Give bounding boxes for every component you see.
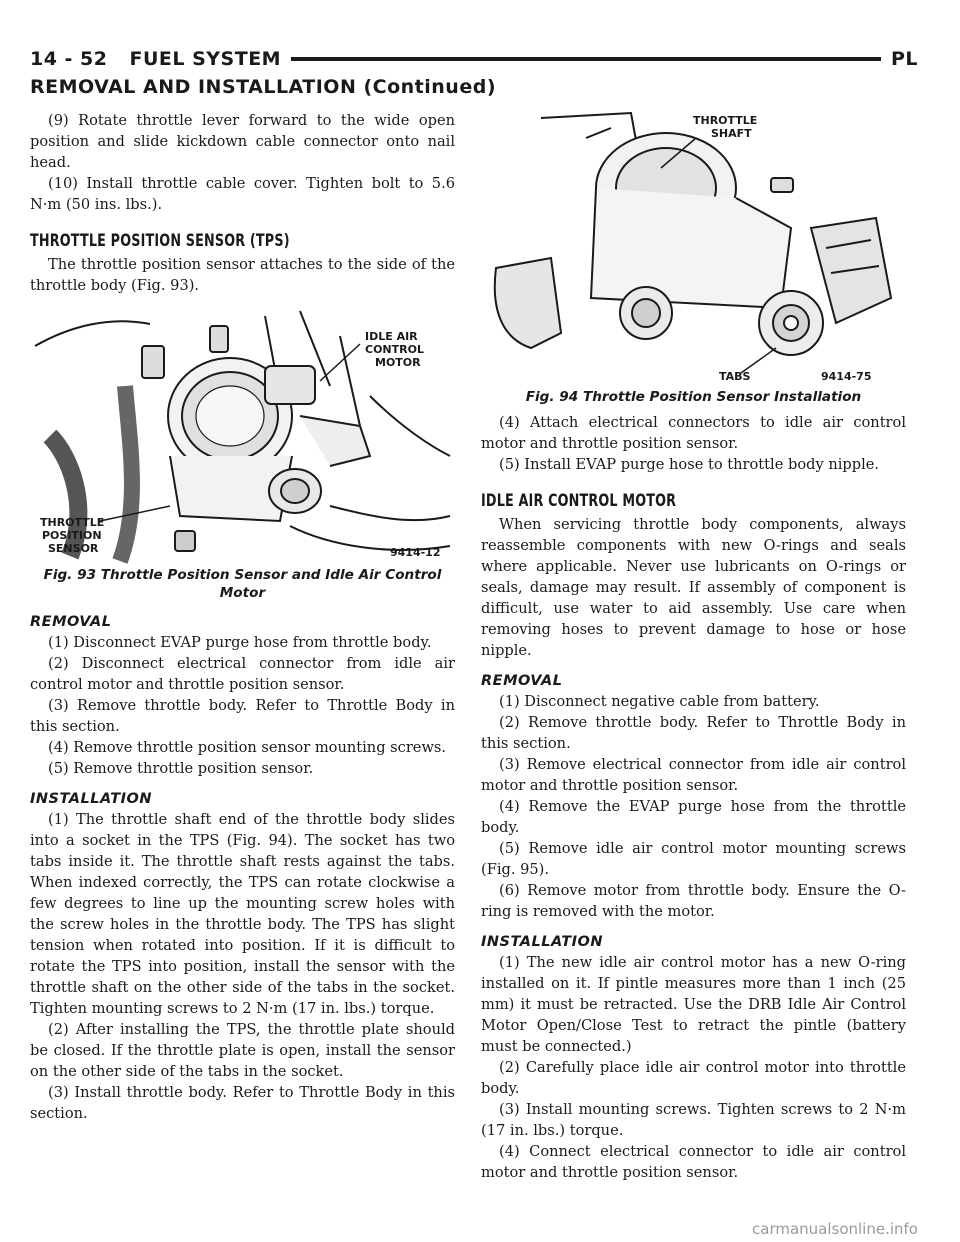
installation-heading: INSTALLATION — [30, 791, 153, 807]
step: (2) Remove throttle body. Refer to Throttle Body in this section. — [481, 714, 906, 752]
watermark-footer: carmanualsonline.info — [752, 1220, 918, 1238]
step: (4) Connect electrical connector to idle air control motor and throttle position sensor. — [481, 1143, 906, 1181]
section-title: FUEL SYSTEM — [129, 48, 282, 70]
step: (1) Disconnect negative cable from battery. — [499, 693, 820, 710]
step: (3) Remove throttle body. Refer to Throttle Body in this section. — [30, 697, 455, 735]
fig94-label-tabs: TABS — [719, 370, 751, 383]
figure-93 — [30, 306, 455, 564]
fig93-label-tps-3: SENSOR — [48, 542, 99, 555]
fig94-label-shaft-2: SHAFT — [711, 127, 752, 140]
installation-heading: INSTALLATION — [481, 934, 604, 950]
step: (2) Disconnect electrical connector from idle air control motor and throttle position sensor. — [30, 655, 455, 693]
fig94-illustration — [481, 108, 906, 386]
fig93-label-iac-3: MOTOR — [375, 356, 421, 369]
step: (3) Remove electrical connector from idle air control motor and throttle position sensor. — [481, 756, 906, 794]
right-column — [481, 108, 906, 1183]
removal-heading: REMOVAL — [30, 614, 112, 630]
fig93-label-iac-1: IDLE AIR — [365, 330, 418, 343]
step: (1) The throttle shaft end of the throttle body slides into a socket in the TPS (Fig. 94). The socket has two tabs inside it. The throttle shaft rests against the tabs. When indexed correctly, the TPS can rotate clockwise a few degrees to line up the mounting screw holes with the screw holes in the throttle body. The TPS has slight tension when rotated into position. If it is difficult to rotate the TPS into position, install the sensor with the throttle shaft on the other side of the tabs in the socket. Tighten mounting screws to 2 N·m (17 in. lbs.) torque. — [30, 811, 455, 1017]
section-heading-iac: IDLE AIR CONTROL MOTOR — [481, 491, 677, 510]
fig93-label-iac-2: CONTROL — [365, 343, 424, 356]
step: (5) Remove throttle position sensor. — [48, 760, 314, 777]
step: (5) Remove idle air control motor mounting screws (Fig. 95). — [481, 840, 906, 878]
page-header — [30, 44, 918, 74]
model-code: PL — [890, 48, 918, 70]
page-number: 14 - 52 — [30, 48, 108, 70]
fig93-caption: Fig. 93 Throttle Position Sensor and Idle Air Control Motor — [43, 567, 442, 601]
step: (2) Carefully place idle air control motor into throttle body. — [481, 1059, 906, 1097]
fig93-figure-code: 9414-12 — [390, 546, 441, 559]
paragraph: (9) Rotate throttle lever forward to the wide open position and slide kickdown cable connector onto nail head. — [30, 112, 455, 171]
step: (1) Disconnect EVAP purge hose from throttle body. — [48, 634, 432, 651]
figure-94 — [481, 108, 906, 386]
step: (6) Remove motor from throttle body. Ensure the O-ring is removed with the motor. — [481, 882, 906, 920]
fig93-label-tps-1: THROTTLE — [40, 516, 105, 529]
paragraph: When servicing throttle body components, always reassemble components with new O-rings and seals where applicable. Never use lubricants on O-rings or seals, damage may result. If assembly of component is difficult, use water to aid assembly. Use care when removing hoses to prevent damage to hose or hose nipple. — [481, 516, 906, 659]
step: (4) Remove the EVAP purge hose from the throttle body. — [481, 798, 906, 836]
fig93-label-tps-2: POSITION — [42, 529, 102, 542]
fig94-figure-code: 9414-75 — [821, 370, 872, 383]
paragraph: The throttle position sensor attaches to the side of the throttle body (Fig. 93). — [30, 256, 455, 294]
step: (3) Install mounting screws. Tighten screws to 2 N·m (17 in. lbs.) torque. — [481, 1101, 906, 1139]
step: (2) After installing the TPS, the throttle plate should be closed. If the throttle plate is open, install the sensor on the other side of the tabs in the socket. — [30, 1021, 455, 1080]
left-column — [30, 110, 455, 1124]
fig93-illustration — [30, 306, 455, 564]
step: (4) Attach electrical connectors to idle air control motor and throttle position sensor. — [481, 414, 906, 452]
fig94-caption: Fig. 94 Throttle Position Sensor Installation — [525, 389, 862, 405]
step: (4) Remove throttle position sensor mounting screws. — [48, 739, 447, 756]
step: (3) Install throttle body. Refer to Throttle Body in this section. — [30, 1084, 455, 1122]
paragraph: (10) Install throttle cable cover. Tighten bolt to 5.6 N·m (50 ins. lbs.). — [30, 175, 455, 213]
section-heading-tps: THROTTLE POSITION SENSOR (TPS) — [30, 231, 290, 250]
removal-heading: REMOVAL — [481, 673, 563, 689]
page-subheader: REMOVAL AND INSTALLATION (Continued) — [30, 76, 497, 98]
fig94-label-shaft-1: THROTTLE — [693, 114, 758, 127]
header-rule — [291, 57, 881, 61]
step: (5) Install EVAP purge hose to throttle body nipple. — [499, 456, 880, 473]
step: (1) The new idle air control motor has a new O-ring installed on it. If pintle measures more than 1 inch (25 mm) it must be retracted. Use the DRB Idle Air Control Motor Open/Close Test to retract the pintle (battery must be connected.) — [481, 954, 906, 1055]
